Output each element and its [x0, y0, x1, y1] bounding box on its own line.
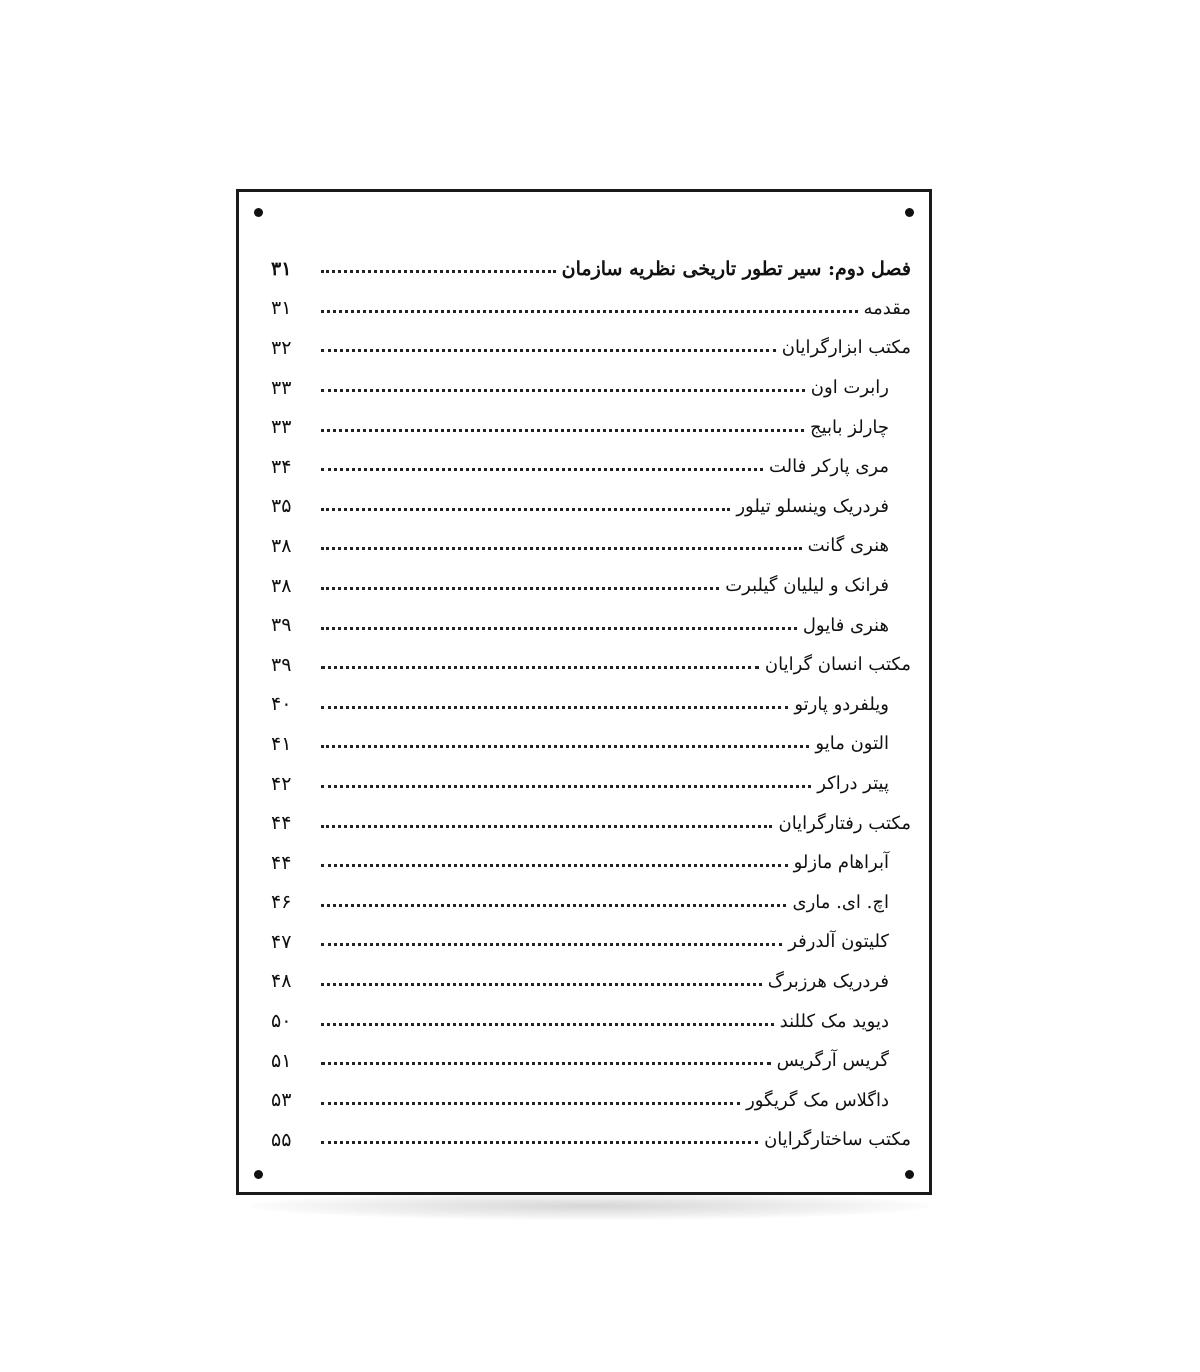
toc-entry — [271, 447, 911, 487]
toc-entry-page-number: ۳۵ — [271, 495, 292, 518]
toc-entry — [271, 1080, 911, 1120]
dot-leader — [321, 983, 762, 986]
toc-entry-page-number: ۴۷ — [271, 930, 292, 953]
toc-entry-page-number: ۴۸ — [271, 970, 292, 993]
toc-entry-page-number: ۳۸ — [271, 534, 292, 557]
toc-entry — [271, 289, 911, 329]
toc-entry-title: مکتب ساختارگرایان — [764, 1129, 911, 1151]
toc-chapter-heading — [271, 249, 911, 289]
toc-entry — [271, 883, 911, 923]
toc-page — [236, 189, 932, 1195]
toc-entry — [271, 922, 911, 962]
dot-leader — [321, 666, 759, 669]
dot-leader — [321, 943, 782, 946]
dot-leader — [321, 825, 772, 828]
page-shadow — [250, 1192, 930, 1220]
toc-entry — [271, 1120, 911, 1160]
toc-entry-title: دیوید مک کللند — [779, 1010, 889, 1032]
toc-entry-page-number: ۳۹ — [271, 653, 292, 676]
toc-entry — [271, 843, 911, 883]
toc-entry-page-number: ۳۸ — [271, 574, 292, 597]
toc-entry-title: فردریک وینسلو تیلور — [736, 495, 889, 517]
toc-entry-title: التون مایو — [815, 733, 889, 755]
toc-entry-page-number: ۵۱ — [271, 1049, 292, 1072]
dot-leader — [321, 706, 788, 709]
toc-entry — [271, 328, 911, 368]
toc-entry-title: گریس آرگریس — [776, 1050, 889, 1072]
toc-entry — [271, 803, 911, 843]
toc-entry — [271, 605, 911, 645]
toc-entry-title: هنری فایول — [802, 614, 889, 636]
toc-entry-page-number: ۵۵ — [271, 1128, 292, 1151]
table-of-contents — [271, 249, 911, 1160]
dot-leader — [321, 1023, 774, 1026]
toc-entry-title: فردریک هرزبرگ — [767, 970, 889, 992]
toc-entry-title: مقدمه — [863, 297, 911, 319]
dot-leader — [321, 627, 797, 630]
toc-entry — [271, 1001, 911, 1041]
corner-dot-top-right — [905, 208, 914, 217]
toc-entry-title: مری پارکر فالت — [768, 456, 889, 478]
toc-entry-title: مکتب انسان گرایان — [764, 654, 911, 676]
toc-entry — [271, 962, 911, 1002]
toc-entry — [271, 764, 911, 804]
dot-leader — [321, 389, 805, 392]
toc-entry-page-number: ۳۹ — [271, 614, 292, 637]
dot-leader — [321, 785, 811, 788]
dot-leader — [321, 429, 804, 432]
toc-entry-title: چارلز بابیج — [810, 416, 889, 438]
toc-entry — [271, 724, 911, 764]
toc-entry-title: مکتب رفتارگرایان — [778, 812, 911, 834]
toc-entry — [271, 407, 911, 447]
dot-leader — [321, 1062, 771, 1065]
dot-leader — [321, 1141, 758, 1144]
toc-entry-page-number: ۵۰ — [271, 1010, 292, 1033]
toc-entry-title: فرانک و لیلیان گیلبرت — [725, 575, 889, 597]
toc-entry — [271, 526, 911, 566]
dot-leader — [321, 349, 776, 352]
toc-entry-page-number: ۳۱ — [271, 297, 292, 320]
toc-entry-page-number: ۴۴ — [271, 851, 292, 874]
dot-leader — [321, 547, 802, 550]
dot-leader — [321, 745, 809, 748]
toc-entry — [271, 685, 911, 725]
toc-entry-title: آبراهام مازلو — [793, 852, 889, 874]
toc-entry — [271, 1041, 911, 1081]
toc-entry-page-number: ۳۴ — [271, 455, 292, 478]
toc-entry-title: رابرت اون — [810, 377, 889, 399]
dot-leader — [321, 904, 786, 907]
dot-leader — [321, 587, 719, 590]
toc-entry-page-number: ۳۲ — [271, 336, 292, 359]
corner-dot-top-left — [254, 208, 263, 217]
dot-leader — [321, 508, 730, 511]
dot-leader — [321, 864, 788, 867]
toc-entry-title: کلیتون آلدرفر — [788, 931, 889, 953]
toc-entry — [271, 566, 911, 606]
toc-entry-page-number: ۴۲ — [271, 772, 292, 795]
toc-entry-title: ویلفردو پارتو — [794, 693, 889, 715]
toc-entry-page-number: ۴۶ — [271, 891, 292, 914]
toc-entry-page-number: ۴۰ — [271, 693, 292, 716]
corner-dot-bottom-right — [905, 1170, 914, 1179]
toc-entry-page-number: ۳۳ — [271, 416, 292, 439]
toc-entries — [271, 289, 911, 1160]
corner-dot-bottom-left — [254, 1170, 263, 1179]
toc-entry-title: اچ. ای. ماری — [792, 891, 889, 913]
toc-entry-title: مکتب ابزارگرایان — [781, 337, 911, 359]
toc-entry — [271, 487, 911, 527]
chapter-page-number: ۳۱ — [271, 257, 292, 280]
toc-entry-title: هنری گانت — [807, 535, 889, 557]
chapter-title: فصل دوم: سیر تطور تاریخی نظریه سازمان — [561, 257, 911, 280]
toc-entry-page-number: ۳۳ — [271, 376, 292, 399]
dot-leader — [321, 468, 763, 471]
toc-entry-page-number: ۴۴ — [271, 812, 292, 835]
toc-entry — [271, 368, 911, 408]
toc-entry — [271, 645, 911, 685]
toc-entry-page-number: ۵۳ — [271, 1089, 292, 1112]
toc-entry-page-number: ۴۱ — [271, 732, 292, 755]
dot-leader — [321, 310, 858, 313]
toc-entry-title: داگلاس مک گریگور — [746, 1089, 889, 1111]
dot-leader — [321, 270, 556, 273]
dot-leader — [321, 1102, 740, 1105]
toc-entry-title: پیتر دراکر — [817, 773, 889, 795]
